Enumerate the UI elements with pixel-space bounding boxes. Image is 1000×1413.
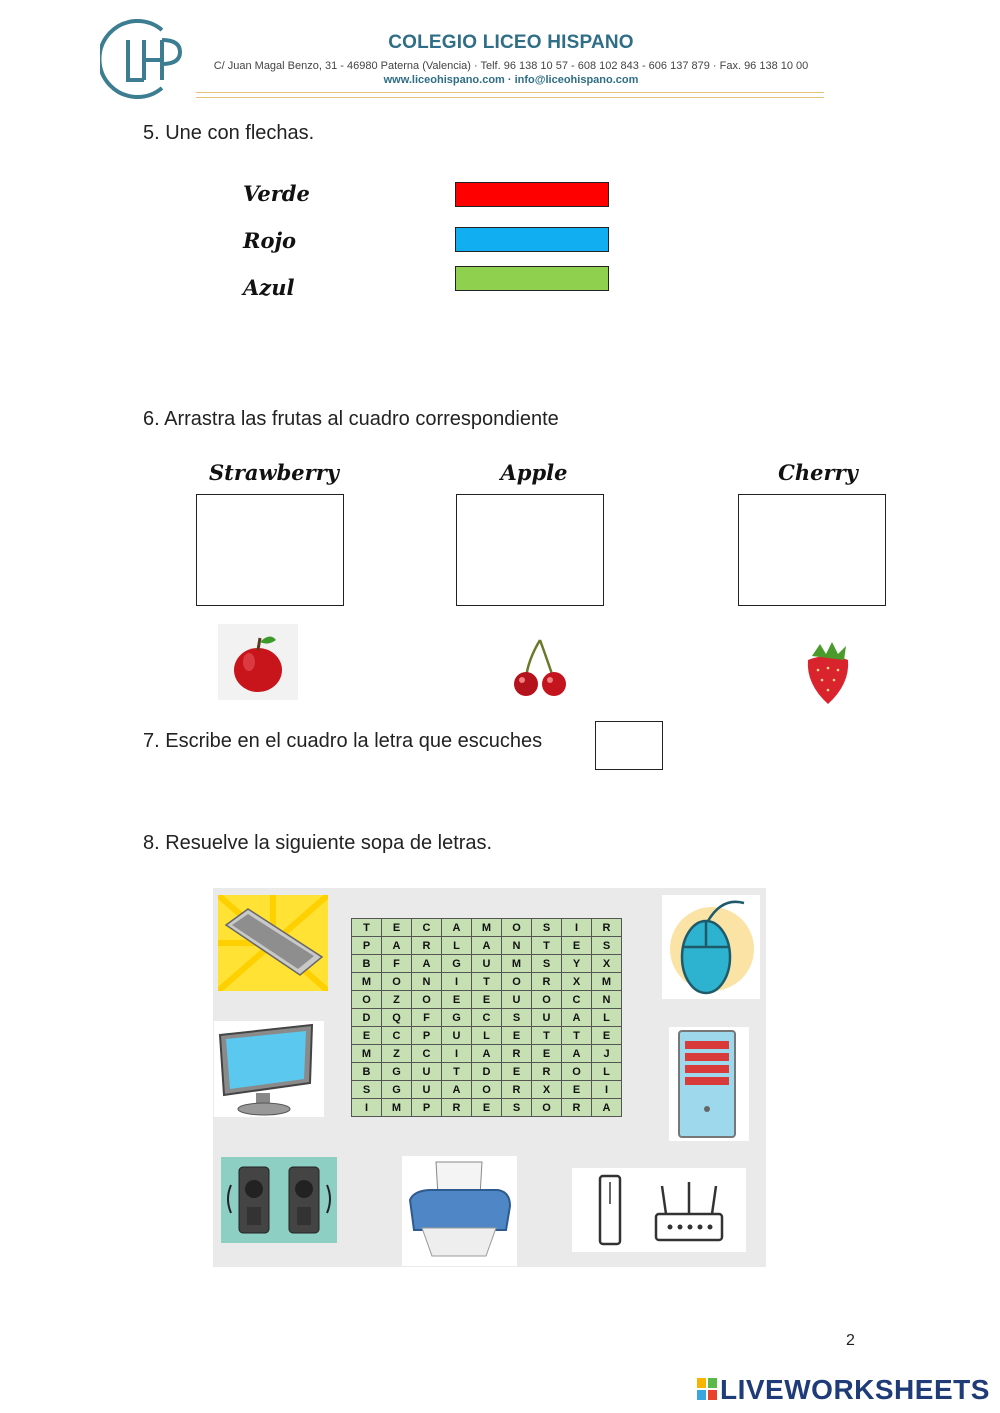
grid-cell[interactable]: X xyxy=(592,955,622,973)
grid-cell[interactable]: U xyxy=(442,1027,472,1045)
grid-cell[interactable]: F xyxy=(382,955,412,973)
grid-cell[interactable]: C xyxy=(472,1009,502,1027)
q6-title: 6. Arrastra las frutas al cuadro correspondiente xyxy=(143,408,559,430)
grid-cell[interactable]: U xyxy=(412,1063,442,1081)
grid-cell[interactable]: B xyxy=(352,1063,382,1081)
grid-cell[interactable]: P xyxy=(412,1027,442,1045)
grid-cell[interactable]: T xyxy=(532,937,562,955)
drop-box-apple[interactable] xyxy=(456,494,604,606)
cherry-icon[interactable] xyxy=(508,636,572,700)
grid-cell[interactable]: N xyxy=(592,991,622,1009)
grid-cell[interactable]: T xyxy=(442,1063,472,1081)
red-bar[interactable] xyxy=(455,182,609,207)
grid-cell[interactable]: M xyxy=(352,973,382,991)
grid-cell[interactable]: T xyxy=(532,1027,562,1045)
q5-title: 5. Une con flechas. xyxy=(143,122,315,144)
grid-cell[interactable]: P xyxy=(352,937,382,955)
grid-cell[interactable]: O xyxy=(472,1081,502,1099)
grid-cell[interactable]: I xyxy=(592,1081,622,1099)
grid-cell[interactable]: X xyxy=(532,1081,562,1099)
grid-cell[interactable]: O xyxy=(562,1063,592,1081)
grid-cell[interactable]: L xyxy=(592,1063,622,1081)
label-apple: Apple xyxy=(500,460,568,485)
grid-cell[interactable]: G xyxy=(382,1063,412,1081)
tower-icon xyxy=(669,1027,749,1141)
grid-cell[interactable]: R xyxy=(502,1081,532,1099)
grid-cell[interactable]: R xyxy=(532,1063,562,1081)
drop-box-strawberry[interactable] xyxy=(196,494,344,606)
school-web: www.liceohispano.com · info@liceohispano.com xyxy=(383,74,639,86)
grid-cell[interactable]: R xyxy=(592,919,622,937)
apple-icon[interactable] xyxy=(218,624,298,700)
q7-title: 7. Escribe en el cuadro la letra que escuches xyxy=(143,730,543,752)
grid-cell[interactable]: T xyxy=(472,973,502,991)
grid-row xyxy=(352,1009,622,1027)
modem-router-icon xyxy=(572,1168,746,1252)
grid-cell[interactable]: R xyxy=(532,973,562,991)
grid-cell[interactable]: R xyxy=(562,1099,592,1117)
q8-title: 8. Resuelve la siguiente sopa de letras. xyxy=(143,832,493,854)
grid-cell[interactable]: N xyxy=(502,937,532,955)
grid-cell[interactable]: S xyxy=(502,1099,532,1117)
grid-cell[interactable]: S xyxy=(502,1009,532,1027)
grid-cell[interactable]: E xyxy=(562,937,592,955)
word-search-grid[interactable] xyxy=(351,918,622,1117)
grid-cell[interactable]: T xyxy=(352,919,382,937)
grid-cell[interactable]: S xyxy=(532,919,562,937)
blue-bar[interactable] xyxy=(455,227,609,252)
grid-cell[interactable]: G xyxy=(442,955,472,973)
grid-row xyxy=(352,919,622,937)
grid-cell[interactable]: C xyxy=(562,991,592,1009)
grid-row xyxy=(352,1027,622,1045)
grid-cell[interactable]: B xyxy=(352,955,382,973)
grid-cell[interactable]: S xyxy=(352,1081,382,1099)
grid-cell[interactable]: G xyxy=(442,1009,472,1027)
grid-cell[interactable]: G xyxy=(382,1081,412,1099)
grid-cell[interactable]: E xyxy=(562,1081,592,1099)
keyboard-icon xyxy=(218,895,328,991)
grid-cell[interactable]: S xyxy=(592,937,622,955)
grid-cell[interactable]: Q xyxy=(382,1009,412,1027)
grid-cell[interactable]: O xyxy=(502,973,532,991)
grid-row xyxy=(352,955,622,973)
grid-cell[interactable]: I xyxy=(442,1045,472,1063)
grid-cell[interactable]: Z xyxy=(382,991,412,1009)
grid-cell[interactable]: U xyxy=(532,1009,562,1027)
label-strawberry: Strawberry xyxy=(209,460,339,485)
grid-cell[interactable]: E xyxy=(532,1045,562,1063)
grid-cell[interactable]: C xyxy=(382,1027,412,1045)
grid-row xyxy=(352,1045,622,1063)
drop-box-cherry[interactable] xyxy=(738,494,886,606)
grid-row xyxy=(352,1063,622,1081)
grid-cell[interactable]: E xyxy=(352,1027,382,1045)
grid-cell[interactable]: M xyxy=(502,955,532,973)
grid-cell[interactable]: O xyxy=(352,991,382,1009)
grid-cell[interactable]: L xyxy=(442,937,472,955)
grid-cell[interactable]: R xyxy=(442,1099,472,1117)
grid-cell[interactable]: A xyxy=(592,1099,622,1117)
grid-cell[interactable]: C xyxy=(412,1045,442,1063)
grid-cell[interactable]: A xyxy=(562,1009,592,1027)
grid-cell[interactable]: E xyxy=(472,1099,502,1117)
school-name: COLEGIO LICEO HISPANO xyxy=(388,32,634,53)
word-azul: Azul xyxy=(243,275,295,300)
grid-cell[interactable]: O xyxy=(502,919,532,937)
grid-cell[interactable]: X xyxy=(562,973,592,991)
grid-cell[interactable]: C xyxy=(412,919,442,937)
school-address: C/ Juan Magal Benzo, 31 - 46980 Paterna (Valencia) · Telf. 96 138 10 57 - 608 102 843 - 606 137 879 · Fax. 96 138 10 00 xyxy=(213,60,809,72)
grid-cell[interactable]: I xyxy=(352,1099,382,1117)
grid-cell[interactable]: M xyxy=(592,973,622,991)
speakers-icon xyxy=(221,1157,337,1243)
word-rojo: Rojo xyxy=(243,228,297,253)
grid-row xyxy=(352,1081,622,1099)
grid-cell[interactable]: R xyxy=(412,937,442,955)
label-cherry: Cherry xyxy=(778,460,858,485)
grid-row xyxy=(352,973,622,991)
grid-cell[interactable]: L xyxy=(592,1009,622,1027)
grid-cell[interactable]: P xyxy=(412,1099,442,1117)
grid-cell[interactable]: M xyxy=(472,919,502,937)
grid-cell[interactable]: O xyxy=(412,991,442,1009)
grid-cell[interactable]: E xyxy=(502,1063,532,1081)
grid-cell[interactable]: D xyxy=(472,1063,502,1081)
school-logo xyxy=(100,18,184,100)
liveworksheets-logo-icon xyxy=(697,1378,717,1400)
grid-cell[interactable]: A xyxy=(442,919,472,937)
grid-cell[interactable]: O xyxy=(532,1099,562,1117)
grid-cell[interactable]: U xyxy=(502,991,532,1009)
grid-cell[interactable]: M xyxy=(382,1099,412,1117)
page-number: 2 xyxy=(846,1332,855,1349)
mouse-icon xyxy=(662,895,760,999)
grid-cell[interactable]: I xyxy=(442,973,472,991)
liveworksheets-brand: LIVEWORKSHEETS xyxy=(720,1374,990,1405)
green-bar[interactable] xyxy=(455,266,609,291)
grid-cell[interactable]: A xyxy=(472,937,502,955)
grid-cell[interactable]: U xyxy=(412,1081,442,1099)
grid-cell[interactable]: L xyxy=(472,1027,502,1045)
grid-cell[interactable]: E xyxy=(502,1027,532,1045)
grid-cell[interactable]: S xyxy=(532,955,562,973)
grid-cell[interactable]: J xyxy=(592,1045,622,1063)
monitor-icon xyxy=(214,1021,324,1117)
grid-cell[interactable]: Y xyxy=(562,955,592,973)
grid-cell[interactable]: I xyxy=(562,919,592,937)
grid-cell[interactable]: R xyxy=(502,1045,532,1063)
grid-cell[interactable]: N xyxy=(412,973,442,991)
grid-cell[interactable]: A xyxy=(382,937,412,955)
grid-cell[interactable]: U xyxy=(472,955,502,973)
grid-cell[interactable]: A xyxy=(562,1045,592,1063)
grid-row xyxy=(352,991,622,1009)
strawberry-icon[interactable] xyxy=(802,640,854,706)
grid-cell[interactable]: M xyxy=(352,1045,382,1063)
grid-cell[interactable]: A xyxy=(412,955,442,973)
grid-cell[interactable]: O xyxy=(382,973,412,991)
header-rule xyxy=(196,92,824,98)
grid-cell[interactable]: E xyxy=(442,991,472,1009)
grid-cell[interactable]: O xyxy=(532,991,562,1009)
letter-input-box[interactable] xyxy=(595,721,663,770)
grid-cell[interactable]: A xyxy=(442,1081,472,1099)
grid-cell[interactable]: T xyxy=(562,1027,592,1045)
grid-cell[interactable]: E xyxy=(472,991,502,1009)
word-verde: Verde xyxy=(243,181,310,206)
grid-row xyxy=(352,937,622,955)
grid-cell[interactable]: A xyxy=(472,1045,502,1063)
grid-cell[interactable]: Z xyxy=(382,1045,412,1063)
grid-cell[interactable]: E xyxy=(382,919,412,937)
grid-row xyxy=(352,1099,622,1117)
grid-cell[interactable]: D xyxy=(352,1009,382,1027)
printer-icon xyxy=(402,1156,517,1266)
grid-cell[interactable]: E xyxy=(592,1027,622,1045)
grid-cell[interactable]: F xyxy=(412,1009,442,1027)
